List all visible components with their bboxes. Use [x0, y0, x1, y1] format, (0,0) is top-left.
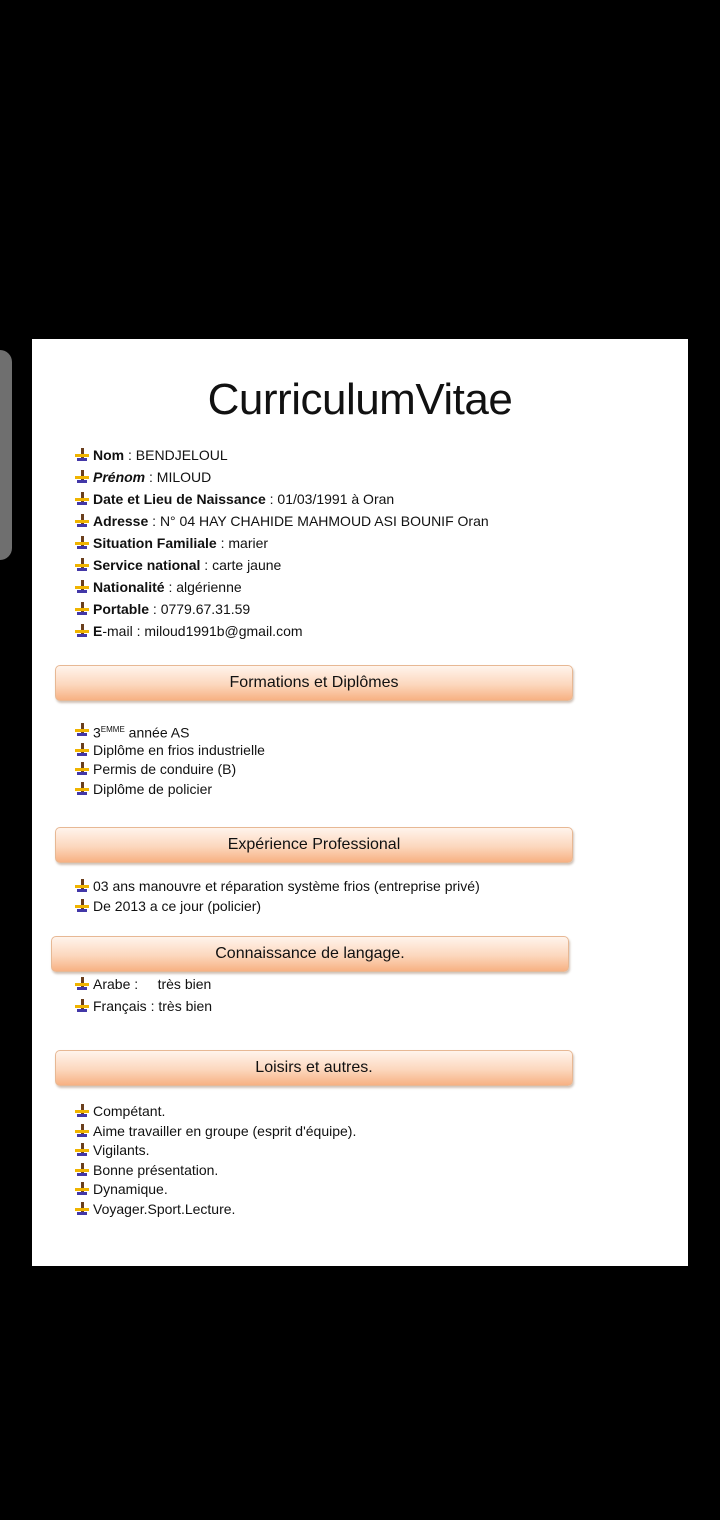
bullet-icon	[75, 899, 89, 913]
personal-item-situation: Situation Familiale : marier	[75, 534, 489, 556]
list-item: De 2013 a ce jour (policier)	[75, 897, 480, 917]
personal-item-nationalite: Nationalité : algérienne	[75, 578, 489, 600]
list-item: Diplôme de policier	[75, 780, 265, 800]
list-item: Diplôme en frios industrielle	[75, 741, 265, 761]
bullet-icon	[75, 1163, 89, 1177]
list-item: Vigilants.	[75, 1141, 356, 1161]
section-header-formations: Formations et Diplômes	[55, 665, 573, 701]
bullet-icon	[75, 999, 89, 1013]
section-header-langage: Connaissance de langage.	[51, 936, 569, 972]
experience-list	[75, 877, 480, 916]
list-item: Permis de conduire (B)	[75, 760, 265, 780]
section-header-loisirs: Loisirs et autres.	[55, 1050, 573, 1086]
personal-item-email: E-mail : miloud1991b@gmail.com	[75, 622, 489, 644]
bullet-icon	[75, 624, 89, 638]
bullet-icon	[75, 1143, 89, 1157]
bullet-icon	[75, 1124, 89, 1138]
bullet-icon	[75, 977, 89, 991]
bullet-icon	[75, 1202, 89, 1216]
bullet-icon	[75, 879, 89, 893]
list-item: Arabe : très bien	[75, 975, 212, 997]
personal-item-nom: Nom : BENDJELOUL	[75, 446, 489, 468]
bullet-icon	[75, 602, 89, 616]
list-item: Français : très bien	[75, 997, 212, 1019]
langage-list	[75, 975, 212, 1019]
side-panel-handle[interactable]	[0, 350, 12, 560]
bullet-icon	[75, 743, 89, 757]
bullet-icon	[75, 470, 89, 484]
bullet-icon	[75, 492, 89, 506]
list-item: 03 ans manouvre et réparation système frios (entreprise privé)	[75, 877, 480, 897]
list-item: Dynamique.	[75, 1180, 356, 1200]
bullet-icon	[75, 762, 89, 776]
bullet-icon	[75, 1104, 89, 1118]
bullet-icon	[75, 1182, 89, 1196]
personal-info-list	[75, 446, 489, 644]
bullet-icon	[75, 448, 89, 462]
personal-item-adresse: Adresse : N° 04 HAY CHAHIDE MAHMOUD ASI BOUNIF Oran	[75, 512, 489, 534]
list-item: Bonne présentation.	[75, 1161, 356, 1181]
bullet-icon	[75, 558, 89, 572]
bullet-icon	[75, 782, 89, 796]
bullet-icon	[75, 580, 89, 594]
loisirs-list	[75, 1102, 356, 1219]
list-item: $3^{EMME}$ année AS	[75, 721, 265, 741]
cv-document-page	[32, 339, 688, 1266]
bullet-icon	[75, 514, 89, 528]
list-item: Aime travailler en groupe (esprit d'équipe).	[75, 1122, 356, 1142]
cv-title: CurriculumVitae	[207, 375, 513, 424]
list-item: Voyager.Sport.Lecture.	[75, 1200, 356, 1220]
bullet-icon	[75, 536, 89, 550]
personal-item-portable: Portable : 0779.67.31.59	[75, 600, 489, 622]
personal-item-prenom: Prénom : MILOUD	[75, 468, 489, 490]
list-item: Compétant.	[75, 1102, 356, 1122]
personal-item-naissance: Date et Lieu de Naissance : 01/03/1991 à Oran	[75, 490, 489, 512]
formations-list	[75, 721, 265, 799]
section-header-experience: Expérience Professional	[55, 827, 573, 863]
bullet-icon	[75, 723, 89, 737]
personal-item-service: Service national : carte jaune	[75, 556, 489, 578]
